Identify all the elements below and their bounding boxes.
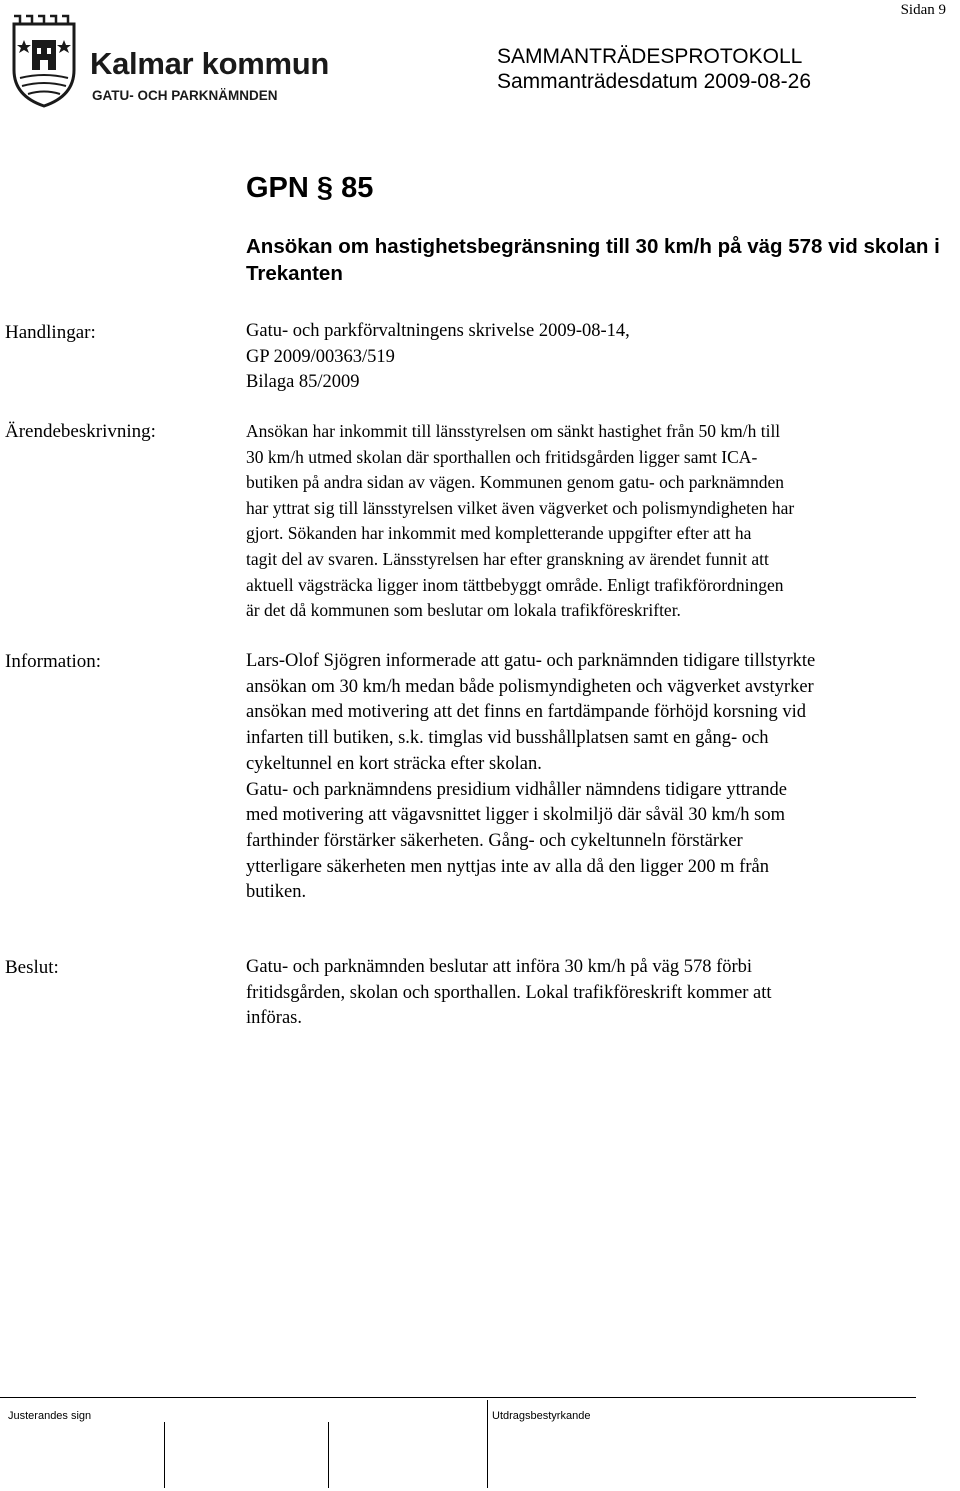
information-text: Lars-Olof Sjögren informerade att gatu- och parknämnden tidigare tillstyrkte ansökan om 30 km/h medan både polismyndigheten och vägverket avstyrker ansökan med motivering att det finns en fartdämpande förhöjd korsning vid infarten till butiken, s.k. timglas vid busshållplatsen samt en gång- och cykeltunnel en kort sträcka efter skolan. Gatu- och parknämndens presidium vidhåller nämndens tidigare yttrande med motivering att vägavsnittet ligger i skolmiljö där såväl 30 km/h som farthinder förstärker säkerheten. Gång- och cykeltunneln förstärker ytterligare säkerheten men nyttjas inte av alla då den ligger 200 m från butiken.: [246, 651, 816, 903]
information-label: Information:: [5, 651, 102, 672]
beslut-label: Beslut:: [5, 957, 59, 978]
department-name: GATU- OCH PARKNÄMNDEN: [92, 88, 278, 103]
organization-logo: [4, 12, 344, 112]
page-number: Sidan 9: [900, 2, 946, 18]
coat-of-arms-icon: [10, 12, 78, 108]
handlingar-text: Gatu- och parkförvaltningens skrivelse 2009-08-14, GP 2009/00363/519 Bilaga 85/2009: [246, 321, 630, 393]
handlingar-label: Handlingar:: [5, 322, 96, 343]
protocol-title: SAMMANTRÄDESPROTOKOLL: [497, 45, 803, 68]
justerandes-sign-label: Justerandes sign: [8, 1410, 92, 1422]
item-title: Ansökan om hastighetsbegränsning till 30 km/h på väg 578 vid skolan i Trekanten: [246, 235, 940, 285]
arendebeskrivning-text: Ansökan har inkommit till länsstyrelsen om sänkt hastighet från 50 km/h till 30 km/h utmed skolan där sporthallen och fritidsgården ligger samt ICA- butiken på andra sidan av vägen. Kommunen genom gatu- och parknämnden har yttrat sig till länsstyrelsen vilket även vägverket och polismyndigheten har gjort. Sökanden har inkommit med kompletterande uppgifter efter att ha tagit del av svaren. Länsstyrelsen har efter granskning av ärendet funnit att aktuell vägsträcka ligger inom tättbebyggt område. Enligt trafikförordningen är det då kommunen som beslutar om lokala trafikföreskrifter.: [246, 421, 795, 621]
signature-box-divider: [328, 1422, 329, 1488]
signature-box-divider: [487, 1400, 488, 1488]
beslut-text: Gatu- och parknämnden beslutar att införa 30 km/h på väg 578 förbi fritidsgården, skolan och sporthallen. Lokal trafikföreskrift kommer att införas.: [246, 957, 772, 1029]
item-id: GPN § 85: [246, 172, 374, 204]
signature-box-divider: [164, 1422, 165, 1488]
utdragsbestyrkande-label: Utdragsbestyrkande: [492, 1410, 591, 1422]
footer-divider: [0, 1397, 916, 1398]
arendebeskrivning-label: Ärendebeskrivning:: [5, 421, 156, 442]
meeting-date: Sammanträdesdatum 2009-08-26: [497, 70, 812, 93]
organization-name: Kalmar kommun: [90, 46, 329, 81]
